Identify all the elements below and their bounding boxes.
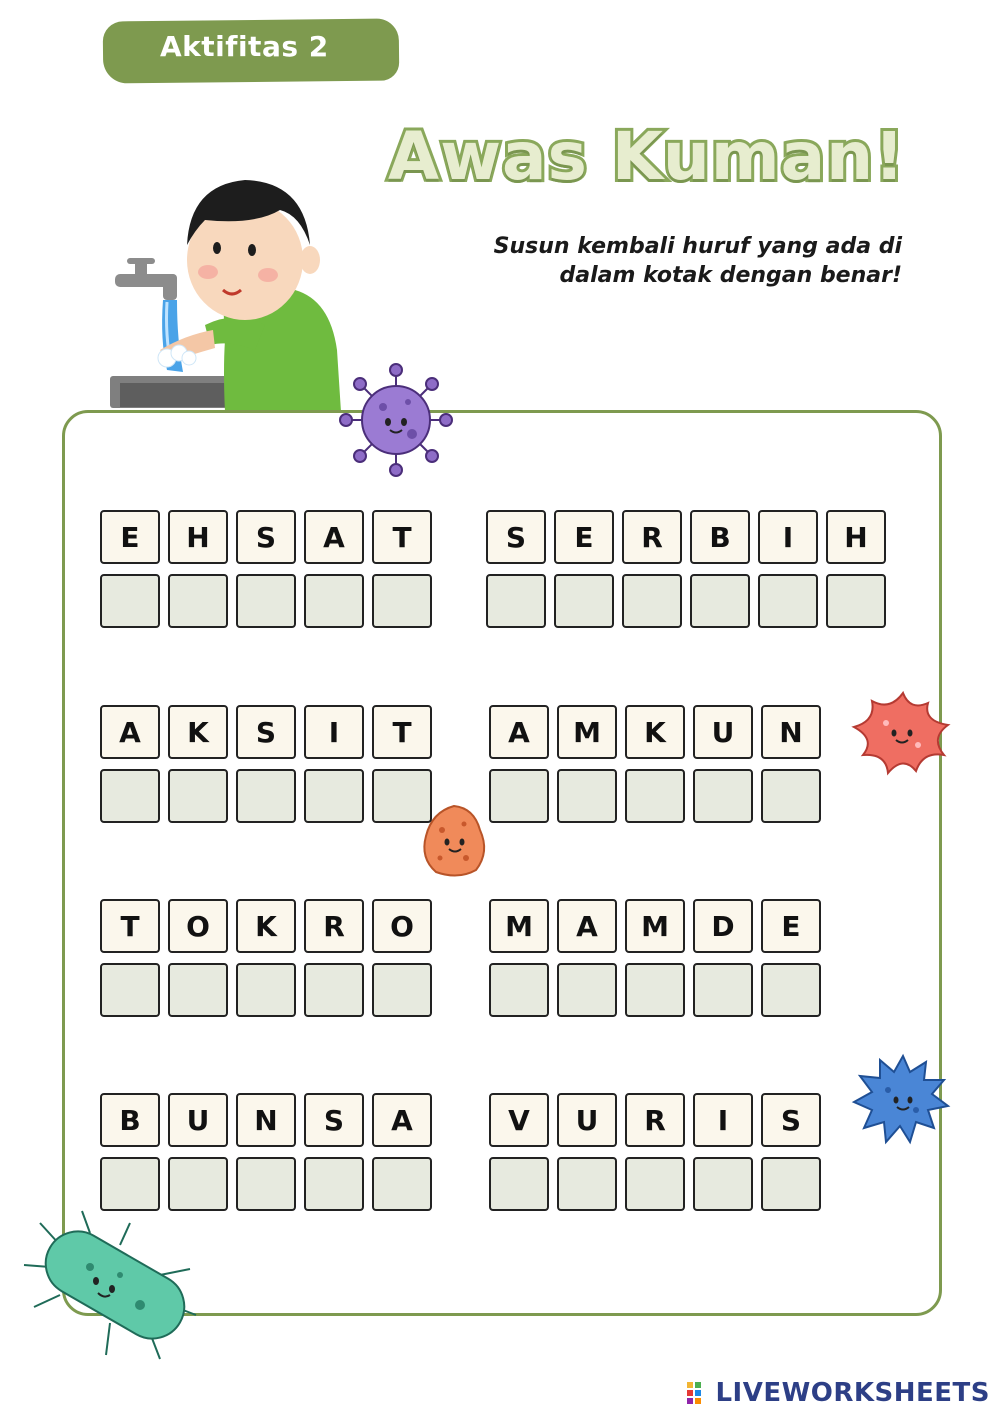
answer-box[interactable]	[625, 963, 685, 1017]
puzzle-8-answers	[489, 1157, 821, 1211]
letter-tile: M	[557, 705, 617, 759]
letter-tile: U	[693, 705, 753, 759]
letter-tile: O	[168, 899, 228, 953]
answer-box[interactable]	[486, 574, 546, 628]
puzzle-7-letters	[100, 1093, 432, 1147]
letter-tile: A	[372, 1093, 432, 1147]
answer-box[interactable]	[758, 574, 818, 628]
puzzle-5-answers	[100, 963, 432, 1017]
letter-tile: S	[761, 1093, 821, 1147]
letter-tile: K	[168, 705, 228, 759]
letter-tile: T	[372, 510, 432, 564]
letter-tile: S	[236, 705, 296, 759]
answer-box[interactable]	[625, 1157, 685, 1211]
blue-germ-icon	[850, 1050, 956, 1150]
boy-washing-hands-illustration	[105, 150, 355, 415]
puzzle-8	[489, 1093, 821, 1211]
letter-tile: T	[372, 705, 432, 759]
puzzle-5	[100, 899, 432, 1017]
letter-tile: N	[761, 705, 821, 759]
activity-label: Aktifitas 2	[160, 30, 329, 63]
answer-box[interactable]	[489, 1157, 549, 1211]
answer-box[interactable]	[690, 574, 750, 628]
answer-box[interactable]	[693, 769, 753, 823]
letter-tile: E	[100, 510, 160, 564]
letter-tile: S	[236, 510, 296, 564]
answer-box[interactable]	[761, 769, 821, 823]
liveworksheets-brand[interactable]	[687, 1378, 990, 1408]
letter-tile: U	[168, 1093, 228, 1147]
puzzle-4	[489, 705, 821, 823]
answer-box[interactable]	[372, 1157, 432, 1211]
letter-tile: I	[758, 510, 818, 564]
letter-tile: R	[622, 510, 682, 564]
answer-box[interactable]	[100, 574, 160, 628]
puzzle-1	[100, 510, 432, 628]
instruction-line-2: dalam kotak dengan benar!	[559, 263, 902, 288]
instruction-text	[442, 232, 902, 290]
answer-box[interactable]	[304, 574, 364, 628]
letter-tile: T	[100, 899, 160, 953]
puzzle-7	[100, 1093, 432, 1211]
answer-box[interactable]	[557, 963, 617, 1017]
answer-box[interactable]	[372, 769, 432, 823]
answer-box[interactable]	[236, 1157, 296, 1211]
answer-box[interactable]	[236, 574, 296, 628]
puzzle-6-letters	[489, 899, 821, 953]
letter-tile: B	[100, 1093, 160, 1147]
green-bacteria-icon	[20, 1205, 200, 1365]
letter-tile: I	[304, 705, 364, 759]
puzzle-2-letters	[486, 510, 886, 564]
puzzle-7-answers	[100, 1157, 432, 1211]
answer-box[interactable]	[557, 769, 617, 823]
letter-tile: S	[304, 1093, 364, 1147]
answer-box[interactable]	[100, 769, 160, 823]
letter-tile: E	[554, 510, 614, 564]
letter-tile: D	[693, 899, 753, 953]
puzzle-3	[100, 705, 432, 823]
answer-box[interactable]	[693, 963, 753, 1017]
letter-tile: I	[693, 1093, 753, 1147]
letter-tile: U	[557, 1093, 617, 1147]
answer-box[interactable]	[304, 1157, 364, 1211]
letter-tile: R	[625, 1093, 685, 1147]
letter-tile: M	[489, 899, 549, 953]
answer-box[interactable]	[625, 769, 685, 823]
answer-box[interactable]	[622, 574, 682, 628]
letter-tile: S	[486, 510, 546, 564]
letter-tile: K	[625, 705, 685, 759]
answer-box[interactable]	[826, 574, 886, 628]
puzzle-6	[489, 899, 821, 1017]
answer-box[interactable]	[761, 963, 821, 1017]
puzzle-5-letters	[100, 899, 432, 953]
answer-box[interactable]	[489, 769, 549, 823]
page-title: Awas Kuman!	[388, 118, 906, 195]
answer-box[interactable]	[761, 1157, 821, 1211]
red-germ-icon	[848, 683, 958, 783]
answer-box[interactable]	[236, 769, 296, 823]
answer-box[interactable]	[372, 963, 432, 1017]
answer-box[interactable]	[557, 1157, 617, 1211]
answer-box[interactable]	[100, 963, 160, 1017]
answer-box[interactable]	[304, 963, 364, 1017]
answer-box[interactable]	[304, 769, 364, 823]
letter-tile: A	[304, 510, 364, 564]
puzzle-4-letters	[489, 705, 821, 759]
puzzle-2-answers	[486, 574, 886, 628]
letter-tile: R	[304, 899, 364, 953]
letter-tile: K	[236, 899, 296, 953]
letter-tile: O	[372, 899, 432, 953]
puzzle-4-answers	[489, 769, 821, 823]
letter-tile: H	[168, 510, 228, 564]
letter-tile: B	[690, 510, 750, 564]
puzzle-1-answers	[100, 574, 432, 628]
answer-box[interactable]	[236, 963, 296, 1017]
answer-box[interactable]	[489, 963, 549, 1017]
puzzle-2	[486, 510, 886, 628]
answer-box[interactable]	[168, 963, 228, 1017]
letter-tile: V	[489, 1093, 549, 1147]
brand-text: LIVEWORKSHEETS	[715, 1378, 990, 1408]
answer-box[interactable]	[372, 574, 432, 628]
puzzle-1-letters	[100, 510, 432, 564]
puzzle-8-letters	[489, 1093, 821, 1147]
letter-tile: A	[100, 705, 160, 759]
letter-tile: A	[557, 899, 617, 953]
instruction-line-1: Susun kembali huruf yang ada di	[493, 234, 902, 259]
puzzle-6-answers	[489, 963, 821, 1017]
answer-box[interactable]	[554, 574, 614, 628]
answer-box[interactable]	[168, 1157, 228, 1211]
answer-box[interactable]	[168, 769, 228, 823]
answer-box[interactable]	[100, 1157, 160, 1211]
answer-box[interactable]	[168, 574, 228, 628]
puzzle-3-letters	[100, 705, 432, 759]
puzzle-3-answers	[100, 769, 432, 823]
letter-tile: H	[826, 510, 886, 564]
letter-tile: A	[489, 705, 549, 759]
liveworksheets-logo-icon	[687, 1382, 709, 1404]
purple-virus-icon	[338, 362, 454, 478]
answer-box[interactable]	[693, 1157, 753, 1211]
letter-tile: N	[236, 1093, 296, 1147]
letter-tile: E	[761, 899, 821, 953]
letter-tile: M	[625, 899, 685, 953]
